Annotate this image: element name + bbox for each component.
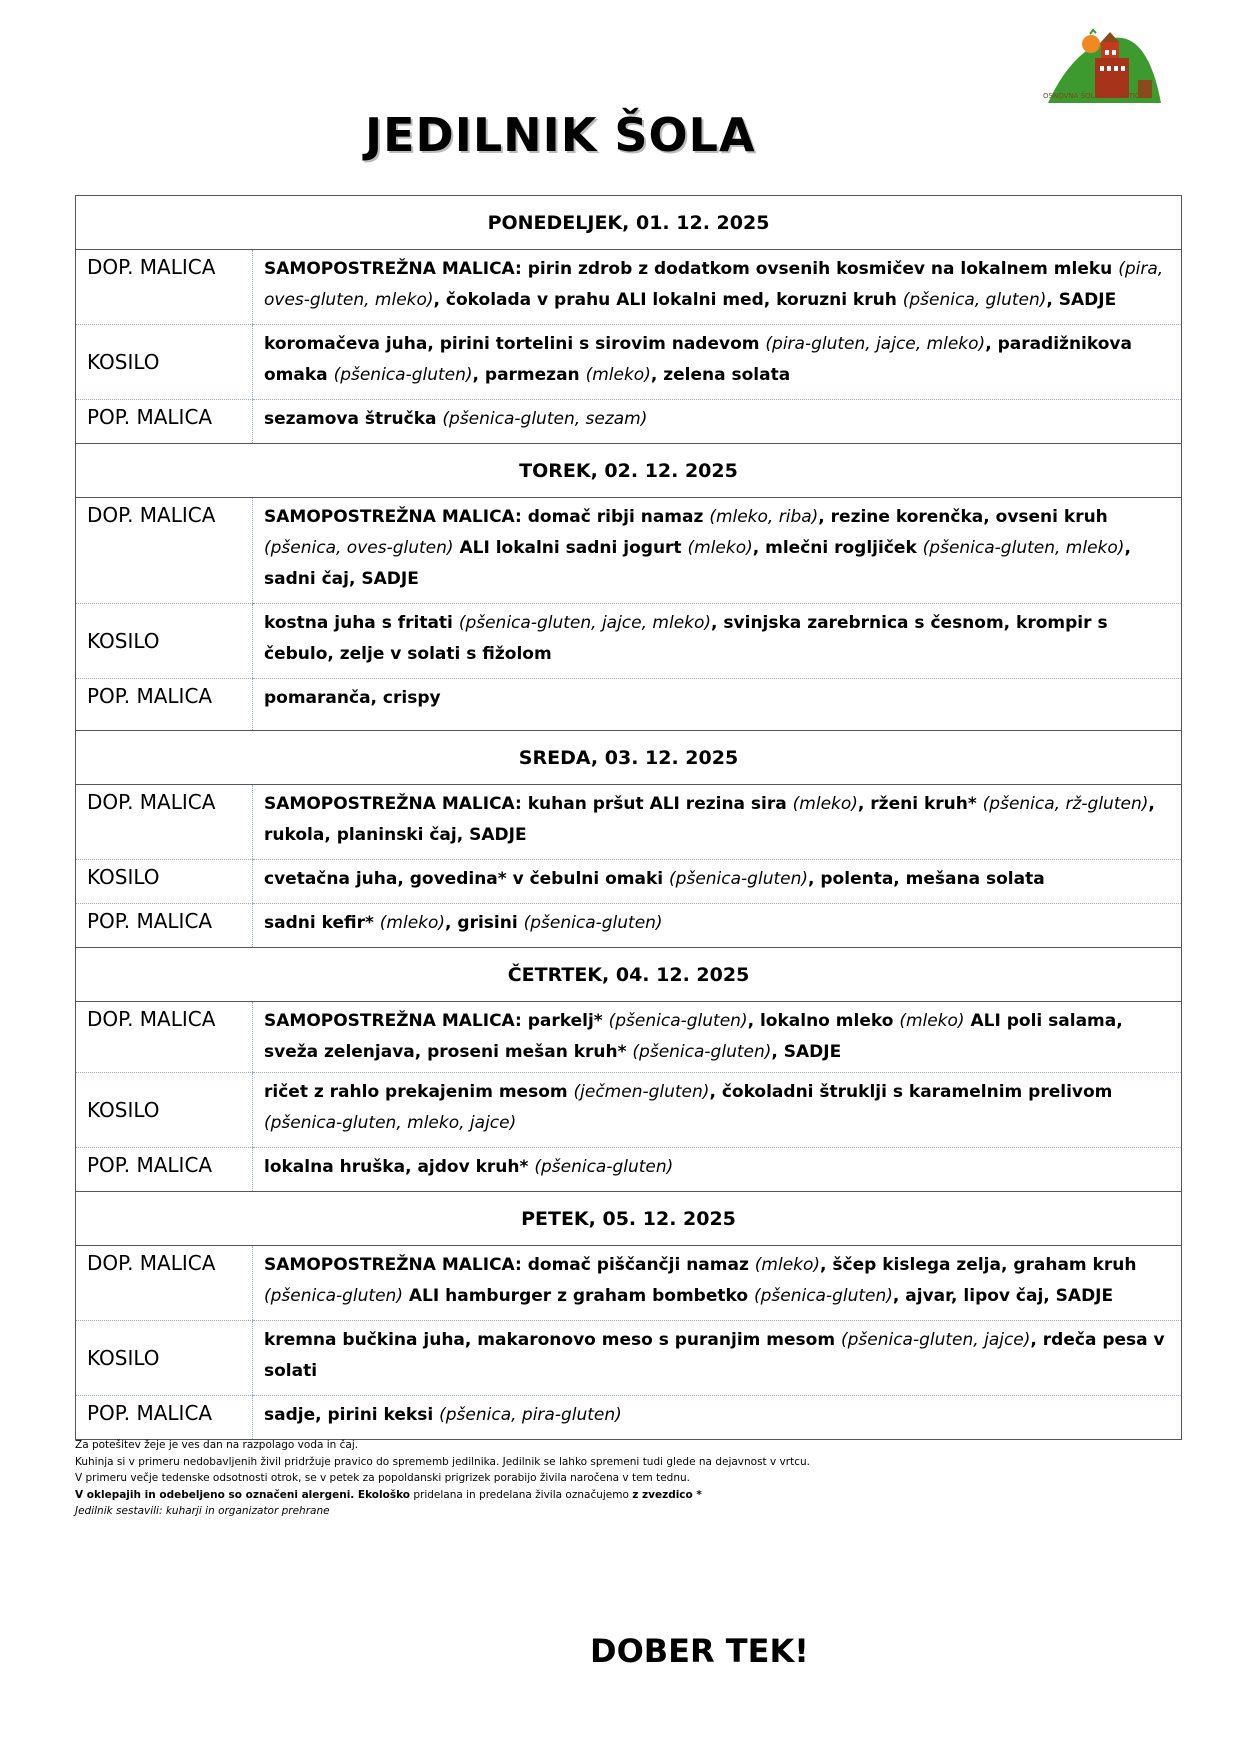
meal-description bbox=[253, 1246, 1182, 1321]
meal-label: KOSILO bbox=[76, 1321, 253, 1396]
meal-description bbox=[253, 498, 1182, 604]
dish-text: SAMOPOSTREŽNA MALICA: domač ribji namaz bbox=[264, 507, 710, 527]
meal-description bbox=[253, 860, 1182, 904]
meal-label: DOP. MALICA bbox=[76, 498, 253, 604]
dish-text: SAMOPOSTREŽNA MALICA: kuhan pršut ALI rezina sira bbox=[264, 794, 793, 814]
meal-label: POP. MALICA bbox=[76, 679, 253, 731]
meal-row bbox=[76, 1073, 1182, 1148]
note-water: Za potešitev žeje je ves dan na razpolago voda in čaj. bbox=[75, 1439, 359, 1451]
logo-line2: ARTIČE bbox=[1119, 92, 1145, 100]
allergen-note: (pšenica-gluten, jajce) bbox=[840, 1330, 1031, 1350]
dish-text: lokalna hruška, ajdov kruh* bbox=[264, 1157, 535, 1177]
dish-text: , rdeča pesa v solati bbox=[264, 1330, 1165, 1381]
dish-text: , lokalno mleko bbox=[747, 1011, 900, 1031]
note-allergens-star: z zvezdico * bbox=[632, 1488, 702, 1501]
allergen-note: (pšenica-gluten, mleko) bbox=[922, 538, 1125, 558]
dish-text: , ajvar, lipov čaj, SADJE bbox=[892, 1286, 1114, 1306]
dish-text: , rezine korenčka, ovseni kruh bbox=[818, 507, 1108, 527]
meal-description bbox=[253, 1148, 1182, 1192]
dish-text: kremna bučkina juha, makaronovo meso s puranjim mesom bbox=[264, 1330, 841, 1350]
day-header-row bbox=[76, 731, 1182, 785]
allergen-note: (pšenica-gluten, mleko, jajce) bbox=[264, 1113, 517, 1133]
dish-text: , SADJE bbox=[771, 1042, 842, 1062]
dish-text: , ščep kislega zelja, graham kruh bbox=[820, 1255, 1137, 1275]
dish-text: SAMOPOSTREŽNA MALICA: parkelj* bbox=[264, 1011, 609, 1031]
meal-label: POP. MALICA bbox=[76, 1396, 253, 1440]
day-header-row bbox=[76, 196, 1182, 250]
meal-row bbox=[76, 498, 1182, 604]
meal-row bbox=[76, 785, 1182, 860]
allergen-note: (pšenica-gluten, sezam) bbox=[442, 409, 648, 429]
meal-row bbox=[76, 679, 1182, 731]
meal-row bbox=[76, 325, 1182, 400]
note-allergens-text: pridelana in predelana živila označujemo bbox=[410, 1488, 633, 1501]
dish-text: , sadni čaj, SADJE bbox=[264, 538, 1131, 589]
meal-description bbox=[253, 904, 1182, 948]
allergen-note: (ječmen-gluten) bbox=[573, 1082, 710, 1102]
dish-text: , čokolada v prahu ALI lokalni med, koruzni kruh bbox=[433, 290, 903, 310]
allergen-note: (pšenica-gluten) bbox=[753, 1286, 893, 1306]
day-header: PETEK, 05. 12. 2025 bbox=[76, 1192, 1182, 1246]
dish-text: cvetačna juha, govedina* v čebulni omaki bbox=[264, 869, 670, 889]
meal-description bbox=[253, 679, 1182, 731]
meal-label: KOSILO bbox=[76, 1073, 253, 1148]
dish-text: , grisini bbox=[445, 913, 524, 933]
day-header: PONEDELJEK, 01. 12. 2025 bbox=[76, 196, 1182, 250]
meal-label: DOP. MALICA bbox=[76, 785, 253, 860]
dish-text: sadni kefir* bbox=[264, 913, 380, 933]
dish-text: ričet z rahlo prekajenim mesom bbox=[264, 1082, 574, 1102]
logo-line1: OSNOVNA ŠOLA bbox=[1043, 92, 1100, 100]
meal-label: POP. MALICA bbox=[76, 1148, 253, 1192]
dish-text: , parmezan bbox=[472, 365, 586, 385]
meal-row bbox=[76, 250, 1182, 325]
meal-label: DOP. MALICA bbox=[76, 1002, 253, 1073]
allergen-note: (pšenica, gluten) bbox=[902, 290, 1047, 310]
allergen-note: (pira-gluten, jajce, mleko) bbox=[765, 334, 986, 354]
meal-label: DOP. MALICA bbox=[76, 250, 253, 325]
meal-description bbox=[253, 1396, 1182, 1440]
dish-text: ALI poli salama, sveža zelenjava, proseni mešan kruh* bbox=[264, 1011, 1123, 1062]
dish-text: , zelena solata bbox=[650, 365, 791, 385]
meal-description bbox=[253, 604, 1182, 679]
allergen-note: (pšenica-gluten) bbox=[608, 1011, 748, 1031]
meal-description bbox=[253, 1073, 1182, 1148]
day-header-row bbox=[76, 948, 1182, 1002]
meal-description bbox=[253, 1321, 1182, 1396]
meal-description bbox=[253, 1002, 1182, 1073]
meal-row bbox=[76, 1246, 1182, 1321]
allergen-note: (pšenica-gluten) bbox=[333, 365, 473, 385]
notes bbox=[75, 1437, 810, 1520]
meal-row bbox=[76, 1321, 1182, 1396]
allergen-note: (pšenica, pira-gluten) bbox=[439, 1405, 622, 1425]
note-absence: V primeru večje tedenske odsotnosti otrok, se v petek za popoldanski prigrizek porabijo živila naročena v tem tednu. bbox=[75, 1472, 690, 1484]
allergen-note: (pira, oves-gluten, mleko) bbox=[264, 259, 1164, 310]
meal-description bbox=[253, 785, 1182, 860]
meal-label: KOSILO bbox=[76, 604, 253, 679]
dish-text: sezamova štručka bbox=[264, 409, 443, 429]
dish-text: , svinjska zarebrnica s česnom, krompir s čebulo, zelje v solati s fižolom bbox=[264, 613, 1108, 664]
dish-text: , paradižnikova omaka bbox=[264, 334, 1132, 385]
day-header-row bbox=[76, 1192, 1182, 1246]
allergen-note: (mleko) bbox=[585, 365, 651, 385]
dish-text: , polenta, mešana solata bbox=[808, 869, 1045, 889]
note-allergens-bold: V oklepajih in odebeljeno so označeni alergeni. Ekološko bbox=[75, 1488, 410, 1501]
day-header-row bbox=[76, 444, 1182, 498]
menu-table bbox=[75, 195, 1182, 1440]
dish-text: , mlečni rogljiček bbox=[752, 538, 923, 558]
meal-row bbox=[76, 1002, 1182, 1073]
page-title: JEDILNIK ŠOLA bbox=[365, 108, 756, 162]
note-allergens bbox=[75, 1487, 810, 1504]
dish-text: SAMOPOSTREŽNA MALICA: domač piščančji namaz bbox=[264, 1255, 755, 1275]
allergen-note: (pšenica-gluten) bbox=[534, 1157, 674, 1177]
allergen-note: (pšenica-gluten) bbox=[264, 1286, 403, 1306]
meal-row bbox=[76, 1396, 1182, 1440]
meal-label: DOP. MALICA bbox=[76, 1246, 253, 1321]
meal-row bbox=[76, 604, 1182, 679]
day-header: ČETRTEK, 04. 12. 2025 bbox=[76, 948, 1182, 1002]
note-authors: Jedilnik sestavili: kuharji in organizator prehrane bbox=[75, 1505, 330, 1517]
day-header: SREDA, 03. 12. 2025 bbox=[76, 731, 1182, 785]
meal-description bbox=[253, 250, 1182, 325]
allergen-note: (mleko) bbox=[687, 538, 753, 558]
meal-row bbox=[76, 860, 1182, 904]
dish-text: , rukola, planinski čaj, SADJE bbox=[264, 794, 1155, 845]
meal-row bbox=[76, 1148, 1182, 1192]
allergen-note: (pšenica-gluten) bbox=[669, 869, 809, 889]
logo-text bbox=[1043, 92, 1165, 100]
meal-label: POP. MALICA bbox=[76, 400, 253, 444]
allergen-note: (mleko) bbox=[792, 794, 858, 814]
dish-text: pomaranča, crispy bbox=[264, 688, 441, 708]
allergen-note: (pšenica-gluten, jajce, mleko) bbox=[458, 613, 712, 633]
dish-text: , čokoladni štruklji s karamelnim prelivom bbox=[709, 1082, 1113, 1102]
allergen-note: (mleko, riba) bbox=[709, 507, 819, 527]
dish-text: SAMOPOSTREŽNA MALICA: pirin zdrob z dodatkom ovsenih kosmičev na lokalnem mleku bbox=[264, 259, 1119, 279]
meal-label: KOSILO bbox=[76, 325, 253, 400]
meal-description bbox=[253, 325, 1182, 400]
meal-description bbox=[253, 400, 1182, 444]
dish-text: koromačeva juha, pirini tortelini s sirovim nadevom bbox=[264, 334, 766, 354]
dish-text: sadje, pirini keksi bbox=[264, 1405, 440, 1425]
meal-row bbox=[76, 904, 1182, 948]
day-header: TOREK, 02. 12. 2025 bbox=[76, 444, 1182, 498]
allergen-note: (mleko) bbox=[754, 1255, 821, 1275]
dish-text: ALI lokalni sadni jogurt bbox=[453, 538, 688, 558]
dish-text: ALI hamburger z graham bombetko bbox=[402, 1286, 754, 1306]
meal-label: KOSILO bbox=[76, 860, 253, 904]
dish-text: kostna juha s fritati bbox=[264, 613, 459, 633]
allergen-note: (mleko) bbox=[899, 1011, 965, 1031]
allergen-note: (pšenica-gluten) bbox=[632, 1042, 772, 1062]
footer-greeting: DOBER TEK! bbox=[590, 1632, 809, 1670]
dish-text: , SADJE bbox=[1046, 290, 1117, 310]
allergen-note: (pšenica-gluten) bbox=[523, 913, 663, 933]
dish-text: , rženi kruh* bbox=[857, 794, 983, 814]
allergen-note: (pšenica, rž-gluten) bbox=[982, 794, 1149, 814]
note-changes: Kuhinja si v primeru nedobavljenih živil pridržuje pravico do sprememb jedilnika. Jedilnik se lahko spremeni tudi glede na dejavnost v vrtcu. bbox=[75, 1455, 810, 1468]
allergen-note: (mleko) bbox=[379, 913, 446, 933]
allergen-note: (pšenica, oves-gluten) bbox=[264, 538, 454, 558]
meal-row bbox=[76, 400, 1182, 444]
meal-label: POP. MALICA bbox=[76, 904, 253, 948]
